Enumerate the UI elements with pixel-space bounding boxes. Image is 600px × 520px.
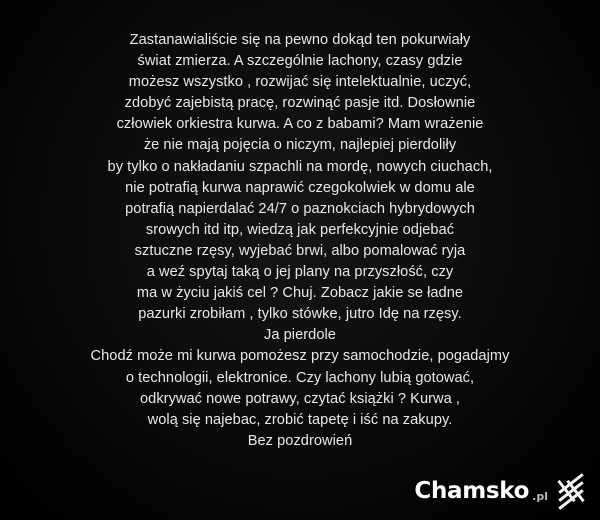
watermark bbox=[414, 476, 586, 506]
hash-slash-icon bbox=[556, 476, 586, 506]
post-line: Zastanawialiście się na pewno dokąd ten pokurwiały bbox=[129, 32, 471, 48]
post-line: Chodź może mi kurwa pomożesz przy samochodzie, pogadajmy bbox=[90, 348, 510, 365]
post-line: srowych itd itp, wiedzą jak perfekcyjnie odjebać bbox=[145, 221, 455, 238]
post-line: sztuczne rzęsy, wyjebać brwi, albo pomalować ryja bbox=[134, 242, 466, 259]
post-line: nie potrafią kurwa naprawić czegokolwiek w domu ale bbox=[125, 179, 475, 196]
post-line: o technologii, elektronice. Czy lachony lubią gotować, bbox=[125, 369, 475, 386]
post-line: by tylko o nakładaniu szpachli na mordę, nowych ciuchach, bbox=[107, 158, 493, 175]
watermark-suffix: .pl bbox=[532, 489, 548, 503]
post-text bbox=[0, 30, 600, 452]
post-line: a weź spytaj taką o jej plany na przyszłość, czy bbox=[146, 264, 454, 281]
watermark-name: Chamsko bbox=[414, 477, 530, 504]
post-line: odkrywać nowe potrawy, czytać książki ? Kurwa , bbox=[139, 390, 460, 407]
post-line: że nie mają pojęcia o niczym, najlepiej pierdoliły bbox=[143, 137, 457, 154]
post-line: wolą się najebac, zrobić tapetę i iść na zakupy. bbox=[147, 411, 453, 428]
post-line: możesz wszystko , rozwijać się intelektualnie, uczyć, bbox=[128, 74, 472, 91]
post-line: potrafią napierdalać 24/7 o paznokciach hybrydowych bbox=[125, 200, 475, 217]
post-line: świat zmierza. A szczególnie lachony, czasy gdzie bbox=[137, 53, 463, 70]
post-line: człowiek orkiestra kurwa. A co z babami? Mam wrażenie bbox=[116, 116, 484, 133]
post-line: zdobyć zajebistą pracę, rozwinąć pasje itd. Dosłownie bbox=[124, 95, 476, 112]
post-line: pazurki zrobiłam , tylko stówke, jutro Idę na rzęsy. bbox=[138, 306, 462, 323]
post-line: Bez pozdrowień bbox=[247, 432, 353, 449]
post-line: Ja pierdole bbox=[264, 327, 336, 344]
post-line: ma w życiu jakiś cel ? Chuj. Zobacz jakie se ładne bbox=[136, 285, 464, 302]
